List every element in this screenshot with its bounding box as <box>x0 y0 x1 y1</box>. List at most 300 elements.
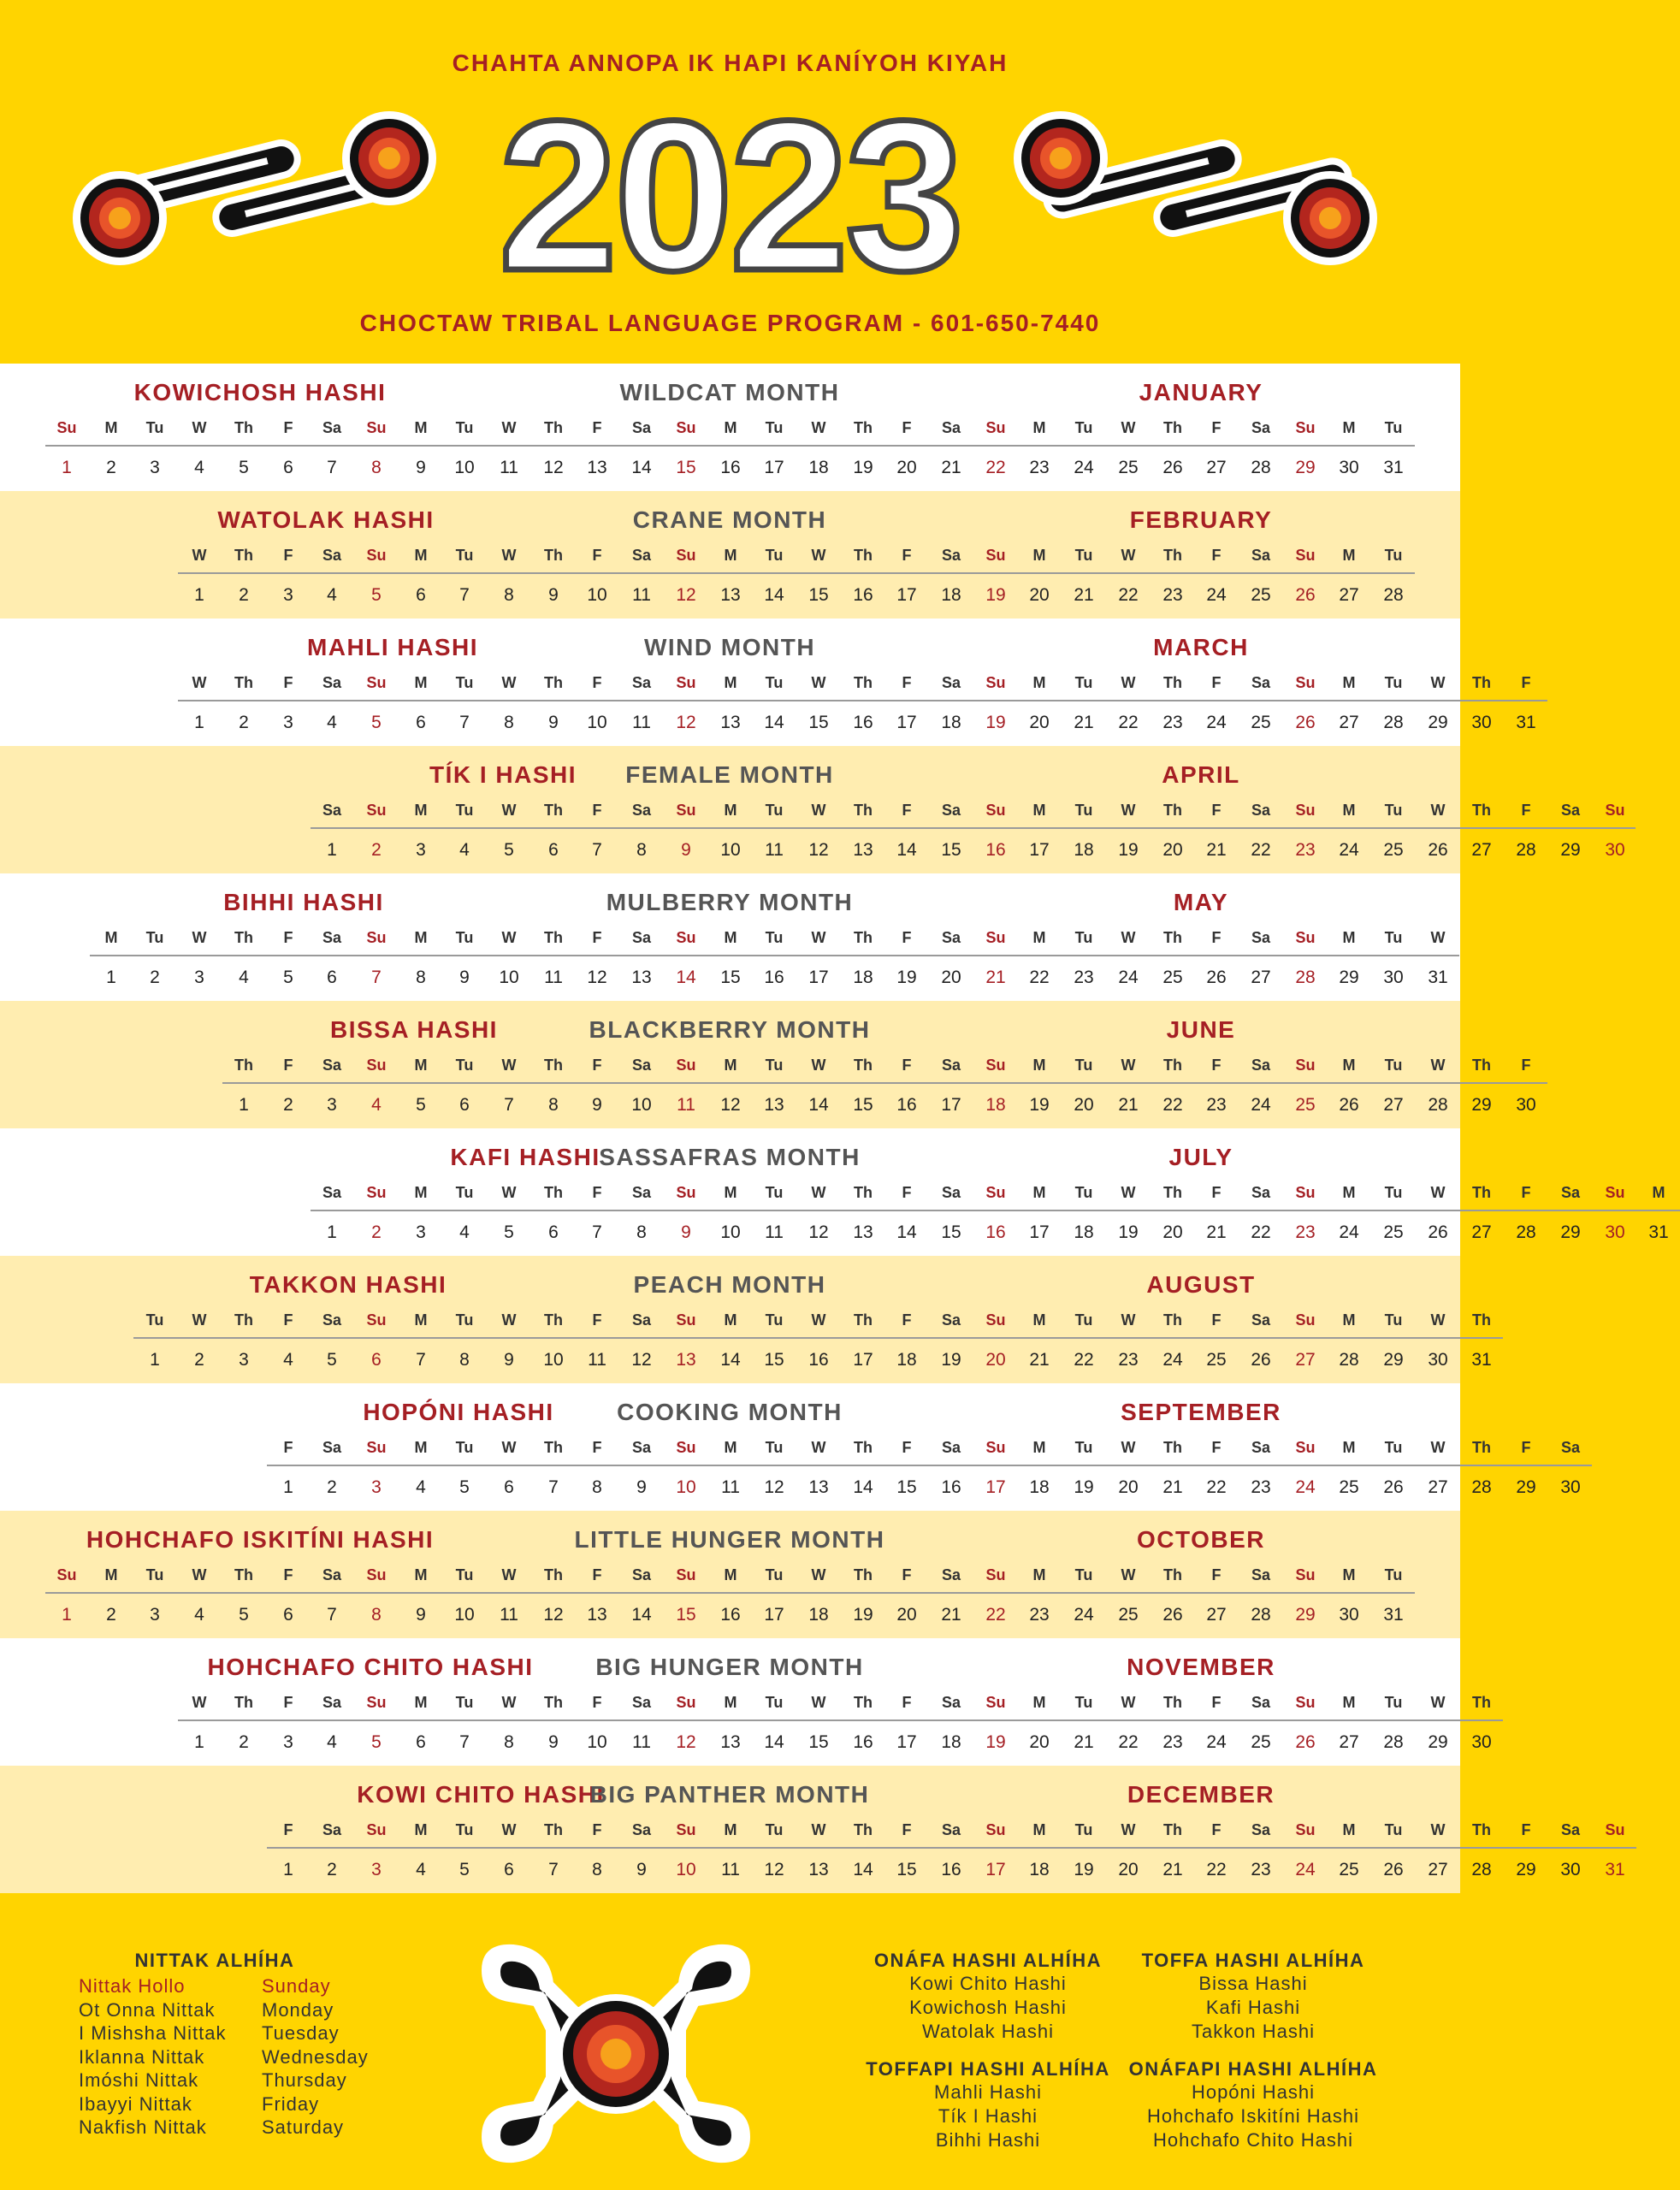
weekday-label: F <box>592 547 602 564</box>
weekday-label: M <box>1342 1184 1356 1201</box>
day-number: 20 <box>1118 1477 1139 1497</box>
day-number: 17 <box>985 1860 1006 1879</box>
weekday-label: W <box>1121 802 1136 819</box>
day-number: 24 <box>1251 1095 1271 1115</box>
weekday-label: W <box>811 802 826 819</box>
choctaw-day-name: Ibayyi Nittak <box>79 2092 192 2115</box>
day-number: 14 <box>764 713 784 732</box>
season-month: Tík I Hashi <box>938 2105 1038 2127</box>
weekday-label: Th <box>1163 1439 1182 1456</box>
weekday-label: W <box>192 929 207 946</box>
day-number: 3 <box>283 713 293 732</box>
weekday-label: F <box>1211 1057 1222 1074</box>
day-number: 29 <box>1383 1350 1404 1370</box>
month-row <box>0 619 1536 746</box>
weekday-label: Tu <box>1384 1057 1403 1074</box>
weekday-label: Sa <box>631 1439 652 1456</box>
day-number: 15 <box>808 713 829 732</box>
day-number: 26 <box>1295 1732 1316 1752</box>
day-number: 2 <box>239 1732 249 1752</box>
day-number: 19 <box>941 1350 961 1370</box>
weekday-label: Su <box>985 1821 1006 1838</box>
weekday-label: W <box>811 929 826 946</box>
weekday-divider <box>45 445 1415 447</box>
weekday-label: Su <box>985 547 1006 564</box>
season-month: Watolak Hashi <box>921 2021 1054 2042</box>
weekday-label: F <box>902 1821 912 1838</box>
day-number: 5 <box>459 1860 470 1879</box>
weekday-label: Sa <box>631 1057 652 1074</box>
day-number: 11 <box>632 1732 651 1752</box>
day-number: 18 <box>896 1350 917 1370</box>
day-number: 12 <box>764 1860 784 1879</box>
weekday-label: W <box>1121 1311 1136 1329</box>
weekday-label: Su <box>985 802 1006 819</box>
weekday-label: M <box>1032 419 1046 436</box>
weekday-label: W <box>1430 929 1446 946</box>
weekday-label: F <box>1521 802 1531 819</box>
day-number: 8 <box>459 1350 470 1370</box>
weekday-label: Sa <box>322 1694 342 1711</box>
weekday-label: Su <box>985 929 1006 946</box>
day-number: 6 <box>371 1350 382 1370</box>
weekday-label: Th <box>854 1821 873 1838</box>
day-number: 25 <box>1383 1222 1404 1242</box>
weekday-label: Sa <box>1251 674 1271 691</box>
day-number: 15 <box>720 968 741 987</box>
day-number: 3 <box>283 1732 293 1752</box>
day-number: 10 <box>720 1222 741 1242</box>
weekday-label: Su <box>1605 1821 1625 1838</box>
weekday-label: F <box>592 929 602 946</box>
weekday-label: W <box>501 929 517 946</box>
weekday-label: Tu <box>455 929 474 946</box>
weekday-label: W <box>1430 802 1446 819</box>
weekday-label: Tu <box>1384 547 1403 564</box>
day-number: 27 <box>1339 1732 1359 1752</box>
weekday-label: W <box>1430 674 1446 691</box>
day-number: 3 <box>150 1605 160 1625</box>
gregorian-month-name: AUGUST <box>1146 1271 1256 1298</box>
weekday-label: F <box>1211 802 1222 819</box>
weekday-label: W <box>811 1057 826 1074</box>
season-month: Kowichosh Hashi <box>909 1997 1067 2018</box>
weekday-divider <box>45 1592 1415 1594</box>
weekday-label: Th <box>1472 802 1491 819</box>
day-number: 6 <box>283 1605 293 1625</box>
weekday-label: Tu <box>455 1694 474 1711</box>
weekday-label: W <box>1121 419 1136 436</box>
choctaw-month-name: HOPÓNI HASHI <box>363 1399 554 1425</box>
day-number: 22 <box>1029 968 1050 987</box>
day-number: 29 <box>1339 968 1359 987</box>
weekday-label: Sa <box>1251 929 1271 946</box>
choctaw-day-name: Nakfish Nittak <box>79 2116 207 2138</box>
day-number: 24 <box>1162 1350 1183 1370</box>
day-number: 16 <box>720 458 741 477</box>
day-number: 21 <box>1074 713 1094 732</box>
day-number: 20 <box>896 1605 917 1625</box>
day-number: 16 <box>853 1732 873 1752</box>
weekday-label: Su <box>1295 547 1316 564</box>
day-number: 10 <box>587 585 607 605</box>
weekday-label: F <box>592 674 602 691</box>
weekday-label: F <box>902 802 912 819</box>
day-number: 12 <box>676 713 696 732</box>
choctaw-month-name: KOWI CHITO HASHI <box>357 1781 605 1808</box>
year-title: 2023 <box>498 76 961 315</box>
day-number: 13 <box>764 1095 784 1115</box>
weekday-label: F <box>1211 674 1222 691</box>
day-number: 13 <box>587 1605 607 1625</box>
weekday-label: Th <box>1472 1694 1491 1711</box>
weekday-label: Sa <box>1251 1184 1271 1201</box>
day-number: 4 <box>327 585 337 605</box>
day-number: 21 <box>985 968 1006 987</box>
day-number: 5 <box>504 840 514 860</box>
weekday-label: Th <box>544 1057 563 1074</box>
choctaw-month-name: TAKKON HASHI <box>249 1271 447 1298</box>
weekday-label: Su <box>676 1057 696 1074</box>
day-number: 8 <box>592 1860 602 1879</box>
english-month-name: LITTLE HUNGER MONTH <box>574 1526 885 1553</box>
day-number: 18 <box>1029 1477 1050 1497</box>
english-day-name: Thursday <box>262 2069 347 2091</box>
day-number: 17 <box>896 713 917 732</box>
day-number: 17 <box>764 458 784 477</box>
english-month-name: PEACH MONTH <box>633 1271 826 1298</box>
day-number: 24 <box>1118 968 1139 987</box>
weekday-label: F <box>283 1439 293 1456</box>
weekday-label: Tu <box>145 1566 164 1583</box>
day-number: 23 <box>1162 585 1183 605</box>
weekday-label: Tu <box>765 1311 784 1329</box>
day-number: 22 <box>1074 1350 1094 1370</box>
weekday-label: Sa <box>941 547 961 564</box>
day-number: 27 <box>1471 840 1492 860</box>
weekday-label: W <box>1121 674 1136 691</box>
weekday-label: Tu <box>765 419 784 436</box>
day-number: 9 <box>548 713 559 732</box>
day-number: 20 <box>1162 840 1183 860</box>
weekday-label: Sa <box>322 1184 342 1201</box>
day-number: 9 <box>416 1605 426 1625</box>
day-number: 18 <box>1074 840 1094 860</box>
day-number: 4 <box>194 1605 204 1625</box>
day-number: 3 <box>371 1860 382 1879</box>
day-number: 27 <box>1295 1350 1316 1370</box>
day-number: 20 <box>985 1350 1006 1370</box>
day-number: 14 <box>896 1222 917 1242</box>
weekday-label: M <box>1032 1057 1046 1074</box>
day-number: 26 <box>1428 840 1448 860</box>
day-number: 29 <box>1516 1477 1536 1497</box>
weekday-label: Sa <box>322 1439 342 1456</box>
day-number: 19 <box>1074 1860 1094 1879</box>
weekday-label: F <box>1521 1057 1531 1074</box>
day-number: 30 <box>1339 1605 1359 1625</box>
weekday-label: W <box>1430 1057 1446 1074</box>
day-number: 11 <box>632 713 651 732</box>
weekday-label: M <box>1342 1439 1356 1456</box>
day-number: 30 <box>1560 1860 1581 1879</box>
weekday-label: Su <box>366 1311 387 1329</box>
day-number: 9 <box>636 1477 647 1497</box>
day-number: 18 <box>808 1605 829 1625</box>
weekday-label: F <box>592 1057 602 1074</box>
day-number: 12 <box>720 1095 741 1115</box>
weekday-label: F <box>1211 1694 1222 1711</box>
day-number: 17 <box>853 1350 873 1370</box>
weekday-label: F <box>1211 547 1222 564</box>
weekday-label: M <box>414 547 428 564</box>
weekday-label: Su <box>985 1566 1006 1583</box>
day-number: 27 <box>1339 585 1359 605</box>
day-number: 30 <box>1471 713 1492 732</box>
choctaw-day-name: Nittak Hollo <box>79 1975 186 1997</box>
day-number: 4 <box>327 713 337 732</box>
weekday-label: M <box>414 1057 428 1074</box>
weekday-label: F <box>283 419 293 436</box>
weekday-label: Th <box>854 419 873 436</box>
day-number: 11 <box>544 968 563 987</box>
weekday-label: W <box>1430 1694 1446 1711</box>
day-number: 2 <box>283 1095 293 1115</box>
weekday-label: M <box>1032 1566 1046 1583</box>
day-number: 16 <box>764 968 784 987</box>
weekday-label: Th <box>234 547 253 564</box>
weekday-label: M <box>1342 547 1356 564</box>
weekday-label: M <box>414 1184 428 1201</box>
weekday-label: W <box>501 1439 517 1456</box>
weekday-label: M <box>1342 1566 1356 1583</box>
day-number: 20 <box>1029 713 1050 732</box>
weekday-label: Sa <box>941 1821 961 1838</box>
weekday-label: Su <box>676 547 696 564</box>
choctaw-month-name: KOWICHOSH HASHI <box>133 379 387 405</box>
day-number: 12 <box>676 1732 696 1752</box>
weekday-label: Tu <box>1074 419 1093 436</box>
day-number: 7 <box>548 1477 559 1497</box>
day-number: 24 <box>1206 1732 1227 1752</box>
weekday-label: W <box>811 1439 826 1456</box>
season-legend-toffa <box>1116 1950 1390 2044</box>
day-number: 24 <box>1295 1860 1316 1879</box>
day-number: 23 <box>1029 458 1050 477</box>
weekday-label: F <box>1211 419 1222 436</box>
weekday-divider <box>178 572 1415 574</box>
weekday-label: Sa <box>322 1057 342 1074</box>
day-number: 25 <box>1339 1860 1359 1879</box>
day-number: 11 <box>500 1605 518 1625</box>
weekday-label: Tu <box>1384 419 1403 436</box>
weekday-label: F <box>902 1439 912 1456</box>
day-number: 11 <box>632 585 651 605</box>
day-number: 7 <box>459 585 470 605</box>
day-number: 12 <box>764 1477 784 1497</box>
day-number: 4 <box>283 1350 293 1370</box>
day-number: 8 <box>548 1095 559 1115</box>
day-number: 7 <box>459 713 470 732</box>
weekday-label: M <box>414 1439 428 1456</box>
weekday-label: Su <box>1295 1057 1316 1074</box>
day-number: 10 <box>499 968 519 987</box>
weekday-label: Sa <box>941 1184 961 1201</box>
day-number: 4 <box>416 1477 426 1497</box>
day-number: 20 <box>1029 1732 1050 1752</box>
day-number: 6 <box>416 713 426 732</box>
weekday-label: F <box>902 1057 912 1074</box>
season-legend-onafapi <box>1116 2058 1390 2152</box>
day-number: 12 <box>587 968 607 987</box>
weekday-label: W <box>192 674 207 691</box>
weekday-label: Tu <box>1074 802 1093 819</box>
weekday-label: Th <box>234 1694 253 1711</box>
day-number: 29 <box>1471 1095 1492 1115</box>
weekday-label: M <box>414 1566 428 1583</box>
weekday-label: F <box>1521 674 1531 691</box>
weekday-label: Su <box>676 802 696 819</box>
english-day-name: Monday <box>262 1998 334 2021</box>
day-number: 31 <box>1471 1350 1492 1370</box>
day-number: 26 <box>1383 1477 1404 1497</box>
weekday-label: F <box>902 419 912 436</box>
day-number: 12 <box>543 458 564 477</box>
weekday-label: Sa <box>322 547 342 564</box>
weekday-label: Th <box>854 929 873 946</box>
weekday-label: F <box>1521 1184 1531 1201</box>
day-number: 19 <box>985 585 1006 605</box>
weekday-label: W <box>1121 1694 1136 1711</box>
day-number: 28 <box>1295 968 1316 987</box>
weekday-label: Th <box>1163 1821 1182 1838</box>
season-month: Takkon Hashi <box>1191 2021 1316 2042</box>
english-day-name: Friday <box>262 2092 320 2115</box>
weekday-label: F <box>283 1057 293 1074</box>
day-number: 22 <box>1251 840 1271 860</box>
day-number: 14 <box>720 1350 741 1370</box>
weekday-label: Sa <box>1560 802 1581 819</box>
weekday-divider <box>133 1337 1503 1339</box>
weekday-label: Tu <box>765 929 784 946</box>
day-number: 10 <box>454 1605 475 1625</box>
weekday-label: Th <box>234 1566 253 1583</box>
month-row <box>0 1638 1492 1766</box>
day-number: 4 <box>194 458 204 477</box>
day-number: 19 <box>985 1732 1006 1752</box>
choctaw-month-name: TÍK I HASHI <box>429 761 577 788</box>
day-number: 1 <box>327 1222 337 1242</box>
day-number: 20 <box>941 968 961 987</box>
weekday-label: M <box>1342 419 1356 436</box>
weekday-label: Sa <box>631 1821 652 1838</box>
weekday-label: Tu <box>765 674 784 691</box>
season-month: Kafi Hashi <box>1205 1997 1301 2018</box>
day-number: 1 <box>239 1095 249 1115</box>
day-number: 21 <box>1074 1732 1094 1752</box>
day-number: 19 <box>896 968 917 987</box>
day-number: 16 <box>808 1350 829 1370</box>
day-number: 1 <box>283 1477 293 1497</box>
weekday-label: W <box>811 547 826 564</box>
day-number: 25 <box>1295 1095 1316 1115</box>
weekday-label: Su <box>1295 419 1316 436</box>
day-number: 29 <box>1560 840 1581 860</box>
weekday-label: Su <box>1295 1311 1316 1329</box>
day-number: 19 <box>1029 1095 1050 1115</box>
season-month: Bihhi Hashi <box>935 2129 1041 2151</box>
day-number: 29 <box>1295 458 1316 477</box>
weekday-label: Tu <box>1074 1694 1093 1711</box>
day-number: 24 <box>1074 458 1094 477</box>
day-number: 7 <box>416 1350 426 1370</box>
day-number: 4 <box>327 1732 337 1752</box>
weekday-label: Tu <box>1384 929 1403 946</box>
weekday-label: M <box>414 674 428 691</box>
weekday-label: Tu <box>1074 1439 1093 1456</box>
weekday-label: W <box>501 802 517 819</box>
weekday-label: Su <box>366 802 387 819</box>
day-number: 2 <box>106 1605 116 1625</box>
day-number: 11 <box>721 1477 740 1497</box>
weekday-label: Th <box>1163 419 1182 436</box>
weekday-label: M <box>414 1694 428 1711</box>
weekday-label: F <box>592 1184 602 1201</box>
weekday-label: F <box>283 1821 293 1838</box>
day-number: 23 <box>1251 1477 1271 1497</box>
weekday-label: Th <box>1472 674 1491 691</box>
day-number: 11 <box>677 1095 695 1115</box>
weekday-label: F <box>592 1821 602 1838</box>
weekday-label: Su <box>366 1184 387 1201</box>
english-month-name: SASSAFRAS MONTH <box>599 1144 861 1170</box>
day-number: 13 <box>853 1222 873 1242</box>
weekday-label: Th <box>854 674 873 691</box>
weekday-label: F <box>902 929 912 946</box>
day-number: 7 <box>504 1095 514 1115</box>
weekday-label: Th <box>544 547 563 564</box>
day-number: 13 <box>720 585 741 605</box>
weekday-label: Su <box>366 1057 387 1074</box>
day-number: 25 <box>1162 968 1183 987</box>
weekday-label: Su <box>985 1184 1006 1201</box>
beadwork-emblem-icon <box>466 1936 766 2171</box>
choctaw-month-name: BIHHI HASHI <box>223 889 384 915</box>
gregorian-month-name: JULY <box>1168 1144 1233 1170</box>
day-number: 2 <box>194 1350 204 1370</box>
day-number: 24 <box>1074 1605 1094 1625</box>
season-month: Hohchafo Iskitíni Hashi <box>1147 2105 1359 2127</box>
weekday-label: M <box>724 1821 737 1838</box>
day-number: 24 <box>1206 585 1227 605</box>
day-number: 17 <box>1029 840 1050 860</box>
weekday-label: Th <box>854 1566 873 1583</box>
weekday-label: Su <box>366 1694 387 1711</box>
day-number: 17 <box>896 1732 917 1752</box>
day-number: 9 <box>636 1860 647 1879</box>
weekday-label: Th <box>234 1057 253 1074</box>
day-number: 14 <box>808 1095 829 1115</box>
day-number: 6 <box>327 968 337 987</box>
day-number: 15 <box>808 1732 829 1752</box>
weekday-label: F <box>283 1566 293 1583</box>
weekday-label: Su <box>676 1694 696 1711</box>
day-number: 27 <box>1428 1860 1448 1879</box>
day-number: 18 <box>941 1732 961 1752</box>
weekday-label: Su <box>1605 1184 1625 1201</box>
weekday-label: Tu <box>455 1057 474 1074</box>
day-number: 15 <box>941 840 961 860</box>
